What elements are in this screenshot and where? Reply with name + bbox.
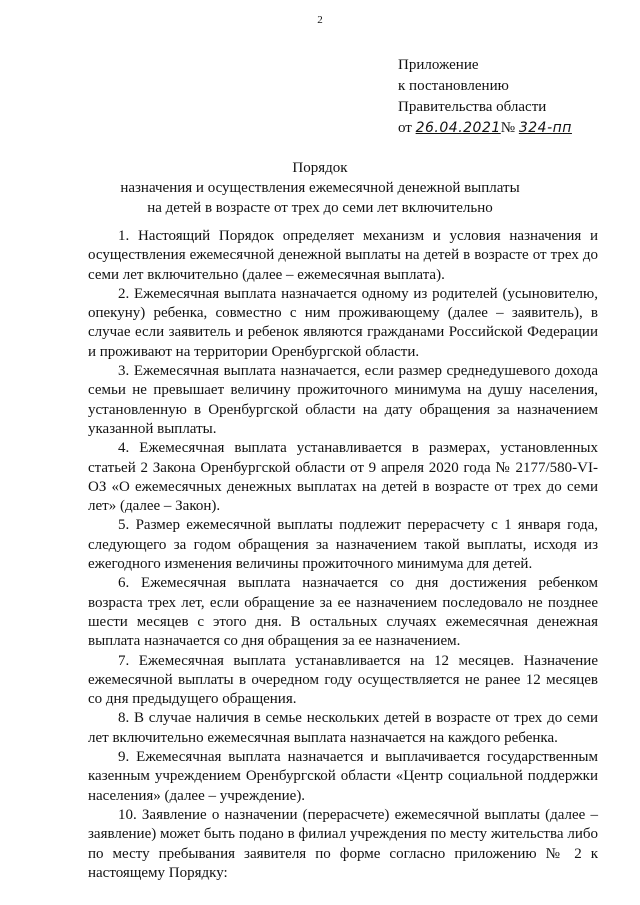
appendix-date-line <box>398 118 572 139</box>
handwritten-number: 324-пп <box>518 120 572 136</box>
paragraph-5: 5. Размер ежемесячной выплаты подлежит перерасчету с 1 января года, следующего за годом обращения за назначением такой выплаты, исходя из ежегодного изменения величины прожиточного минимума для детей. <box>88 517 598 573</box>
appendix-line-2: к постановлению <box>398 78 509 94</box>
paragraph-3: 3. Ежемесячная выплата назначается, если размер среднедушевого дохода семьи не превышает величину прожиточного минимума на душу населения, установленную в Оренбургской области на дату обращения за назначением указанной выплаты. <box>88 363 598 437</box>
paragraph-7: 7. Ежемесячная выплата устанавливается на 12 месяцев. Назначение ежемесячной выплаты в очередном году осуществляется не ранее 12 месяцев со дня предыдущего обращения. <box>88 652 598 708</box>
page-number: 2 <box>317 14 323 26</box>
title-line-3: на детей в возрасте от трех до семи лет включительно <box>147 200 493 216</box>
paragraph-9: 9. Ежемесячная выплата назначается и выплачивается государственным казенным учреждением Оренбургской области «Центр социальной поддержки населения» (далее – учреждение). <box>88 749 598 804</box>
handwritten-date: 26.04.2021 <box>415 120 501 136</box>
title-line-1: Порядок <box>292 160 348 176</box>
paragraph-2: 2. Ежемесячная выплата назначается одному из родителей (усыновителю, опекуну) ребенка, совместно с ним проживающему (далее – заявитель), в случае если заявитель и ребенок являются гражданами Российской Федерации и проживают на территории Оренбургской области. <box>88 285 598 360</box>
date-prefix: от <box>398 120 412 136</box>
paragraph-1: 1. Настоящий Порядок определяет механизм и условия назначения и осуществления ежемесячной денежной выплаты на детей в возрасте от трех до семи лет включительно (далее – ежемесячная выплата). <box>88 228 598 283</box>
paragraph-10: 10. Заявление о назначении (перерасчете) ежемесячной выплаты (далее – заявление) может быть подано в филиал учреждения по месту жительства либо по месту пребывания заявителя по форме согласно приложению № 2 к настоящему Порядку: <box>88 806 598 881</box>
appendix-block <box>398 55 572 139</box>
appendix-line-3: Правительства области <box>398 99 547 115</box>
title-line-2: назначения и осуществления ежемесячной денежной выплаты <box>120 180 520 196</box>
paragraph-8: 8. В случае наличия в семье нескольких детей в возрасте от трех до семи лет включительно ежемесячная выплата назначается на каждого ребенка. <box>88 710 598 746</box>
paragraph-4: 4. Ежемесячная выплата устанавливается в размерах, установленных статьей 2 Закона Оренбургской области от 9 апреля 2020 года № 2177/580-VI-ОЗ «О ежемесячных денежных выплатах на детей в возрасте от трех до семи лет» (далее – Закон). <box>88 440 598 515</box>
paragraph-6: 6. Ежемесячная выплата назначается со дня достижения ребенком возраста трех лет, если обращение за ее назначением последовало не позднее шести месяцев с этого дня. В остальных случаях ежемесячная денежная выплата назначается со дня обращения за ее назначением. <box>88 575 598 650</box>
number-prefix: № <box>500 120 516 136</box>
document-body <box>88 227 598 883</box>
appendix-line-1: Приложение <box>398 57 479 73</box>
document-title <box>0 158 640 218</box>
